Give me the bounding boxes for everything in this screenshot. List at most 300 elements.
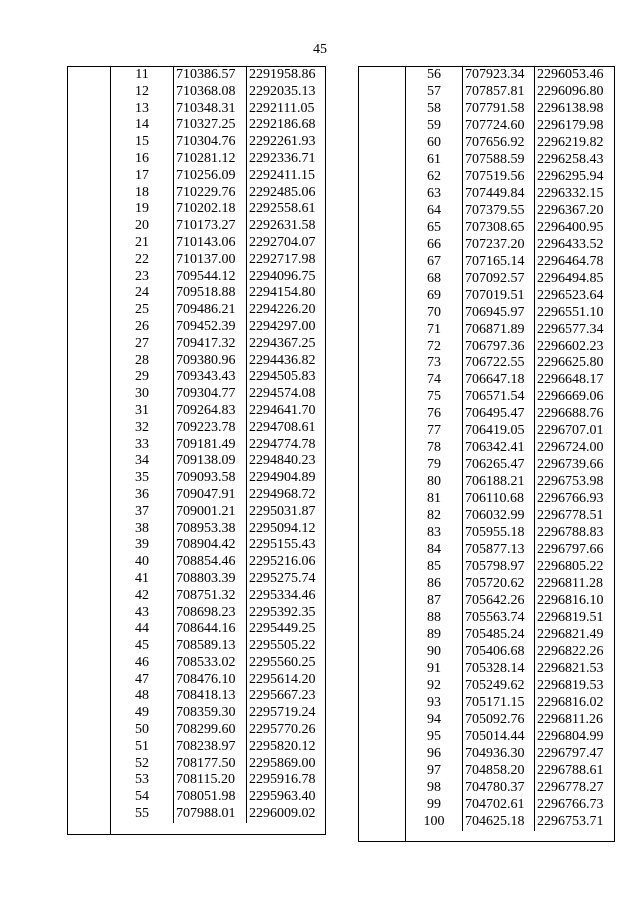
table-row	[406, 644, 614, 661]
x-coordinate-cell: 706871.89	[463, 322, 535, 339]
y-coordinate-cell: 2296494.85	[537, 270, 604, 286]
point-number-cell: 58	[406, 101, 463, 118]
x-coordinate-cell: 710229.76	[174, 185, 247, 202]
table-body	[111, 67, 325, 823]
table-row	[111, 218, 325, 235]
y-coordinate-cell: 2296707.01	[537, 423, 604, 439]
y-coordinate-cell: 2296433.52	[537, 236, 604, 252]
table-row	[111, 756, 325, 773]
point-number-cell: 31	[111, 403, 174, 420]
x-coordinate-cell: 710202.18	[174, 201, 247, 218]
table-row	[111, 134, 325, 151]
y-coordinate-cell: 2296009.02	[249, 806, 316, 822]
x-coordinate-cell: 708299.60	[174, 722, 247, 739]
point-number-cell: 50	[111, 722, 174, 739]
y-coordinate-cell: 2296138.98	[537, 100, 604, 116]
y-coordinate-cell: 2295216.06	[249, 554, 316, 570]
table-row	[111, 185, 325, 202]
point-number-cell: 70	[406, 305, 463, 322]
x-coordinate-cell: 708644.16	[174, 621, 247, 638]
x-coordinate-cell: 709047.91	[174, 487, 247, 504]
y-coordinate-cell: 2295869.00	[249, 755, 316, 771]
y-coordinate-cell: 2296753.98	[537, 474, 604, 490]
table-row	[406, 457, 614, 474]
table-row	[406, 389, 614, 406]
y-coordinate-cell: 2296788.61	[537, 762, 604, 778]
point-number-cell: 13	[111, 101, 174, 118]
table-row	[111, 470, 325, 487]
table-row	[111, 571, 325, 588]
x-coordinate-cell: 708803.39	[174, 571, 247, 588]
point-number-cell: 39	[111, 537, 174, 554]
point-number-cell: 24	[111, 285, 174, 302]
table-row	[111, 269, 325, 286]
y-coordinate-cell: 2296400.95	[537, 219, 604, 235]
table-row	[111, 336, 325, 353]
x-coordinate-cell: 705563.74	[463, 610, 535, 627]
x-coordinate-cell: 704858.20	[463, 763, 535, 780]
x-coordinate-cell: 709518.88	[174, 285, 247, 302]
x-coordinate-cell: 710386.57	[174, 67, 247, 84]
x-coordinate-cell: 708476.10	[174, 672, 247, 689]
point-number-cell: 32	[111, 420, 174, 437]
x-coordinate-cell: 707588.59	[463, 152, 535, 169]
point-number-cell: 94	[406, 712, 463, 729]
x-coordinate-cell: 704780.37	[463, 780, 535, 797]
x-coordinate-cell: 708904.42	[174, 537, 247, 554]
y-coordinate-cell: 2296821.49	[537, 626, 604, 642]
table-row	[406, 118, 614, 135]
table-row	[406, 576, 614, 593]
y-coordinate-cell: 2292035.13	[249, 83, 316, 99]
x-coordinate-cell: 706342.41	[463, 440, 535, 457]
table-row	[406, 355, 614, 372]
y-coordinate-cell: 2295334.46	[249, 587, 316, 603]
point-number-cell: 15	[111, 134, 174, 151]
y-coordinate-cell: 2296811.26	[537, 711, 603, 727]
point-number-cell: 76	[406, 406, 463, 423]
table-row	[406, 339, 614, 356]
point-number-cell: 71	[406, 322, 463, 339]
table-row	[406, 203, 614, 220]
y-coordinate-cell: 2295916.78	[249, 772, 316, 788]
point-number-cell: 29	[111, 369, 174, 386]
x-coordinate-cell: 709001.21	[174, 504, 247, 521]
x-coordinate-cell: 706722.55	[463, 355, 535, 372]
table-row	[111, 789, 325, 806]
y-coordinate-cell: 2295770.26	[249, 722, 316, 738]
table-row	[406, 661, 614, 678]
table-row	[406, 610, 614, 627]
y-coordinate-cell: 2292411.15	[249, 167, 315, 183]
y-coordinate-cell: 2296805.22	[537, 559, 604, 575]
point-number-cell: 11	[111, 67, 174, 84]
coordinate-table-left	[67, 66, 326, 835]
table-row	[111, 605, 325, 622]
point-number-cell: 60	[406, 135, 463, 152]
y-coordinate-cell: 2296788.83	[537, 525, 604, 541]
x-coordinate-cell: 705485.24	[463, 627, 535, 644]
table-row	[406, 593, 614, 610]
y-coordinate-cell: 2296797.47	[537, 745, 604, 761]
point-number-cell: 79	[406, 457, 463, 474]
x-coordinate-cell: 706797.36	[463, 339, 535, 356]
y-coordinate-cell: 2294641.70	[249, 402, 316, 418]
table-row	[111, 504, 325, 521]
point-number-cell: 30	[111, 386, 174, 403]
y-coordinate-cell: 2296258.43	[537, 151, 604, 167]
table-body	[406, 67, 614, 831]
y-coordinate-cell: 2295505.22	[249, 638, 316, 654]
table-row	[406, 372, 614, 389]
y-coordinate-cell: 2296669.06	[537, 389, 604, 405]
point-number-cell: 77	[406, 423, 463, 440]
point-number-cell: 98	[406, 780, 463, 797]
y-coordinate-cell: 2296053.46	[537, 67, 604, 82]
point-number-cell: 25	[111, 302, 174, 319]
table-row	[111, 302, 325, 319]
x-coordinate-cell: 709264.83	[174, 403, 247, 420]
table-row	[406, 814, 614, 831]
point-number-cell: 67	[406, 254, 463, 271]
point-number-cell: 26	[111, 319, 174, 336]
x-coordinate-cell: 707379.55	[463, 203, 535, 220]
point-number-cell: 48	[111, 688, 174, 705]
y-coordinate-cell: 2294096.75	[249, 268, 316, 284]
table-row	[111, 386, 325, 403]
y-coordinate-cell: 2296819.53	[537, 677, 604, 693]
table-row	[406, 474, 614, 491]
blank-column	[359, 67, 406, 841]
point-number-cell: 91	[406, 661, 463, 678]
table-row	[111, 101, 325, 118]
y-coordinate-cell: 2294968.72	[249, 486, 316, 502]
point-number-cell: 33	[111, 437, 174, 454]
y-coordinate-cell: 2296577.34	[537, 321, 604, 337]
x-coordinate-cell: 706647.18	[463, 372, 535, 389]
x-coordinate-cell: 705955.18	[463, 525, 535, 542]
x-coordinate-cell: 709223.78	[174, 420, 247, 437]
table-row	[406, 440, 614, 457]
point-number-cell: 63	[406, 186, 463, 203]
table-row	[111, 235, 325, 252]
y-coordinate-cell: 2292261.93	[249, 134, 316, 150]
x-coordinate-cell: 707308.65	[463, 220, 535, 237]
table-row	[406, 271, 614, 288]
table-row	[406, 406, 614, 423]
table-row	[406, 322, 614, 339]
table-row	[406, 678, 614, 695]
point-number-cell: 14	[111, 117, 174, 134]
table-row	[111, 621, 325, 638]
point-number-cell: 84	[406, 542, 463, 559]
x-coordinate-cell: 710143.06	[174, 235, 247, 252]
x-coordinate-cell: 709304.77	[174, 386, 247, 403]
table-row	[406, 746, 614, 763]
point-number-cell: 59	[406, 118, 463, 135]
table-row	[111, 638, 325, 655]
point-number-cell: 72	[406, 339, 463, 356]
table-row	[406, 169, 614, 186]
x-coordinate-cell: 704625.18	[463, 814, 535, 831]
x-coordinate-cell: 707724.60	[463, 118, 535, 135]
y-coordinate-cell: 2296778.27	[537, 779, 604, 795]
point-number-cell: 52	[111, 756, 174, 773]
point-number-cell: 19	[111, 201, 174, 218]
table-row	[406, 508, 614, 525]
y-coordinate-cell: 2296523.64	[537, 287, 604, 303]
point-number-cell: 47	[111, 672, 174, 689]
table-row	[406, 712, 614, 729]
x-coordinate-cell: 708418.13	[174, 688, 247, 705]
x-coordinate-cell: 706188.21	[463, 474, 535, 491]
table-row	[111, 487, 325, 504]
y-coordinate-cell: 2295392.35	[249, 604, 316, 620]
point-number-cell: 38	[111, 521, 174, 538]
y-coordinate-cell: 2296766.73	[537, 796, 604, 812]
point-number-cell: 34	[111, 453, 174, 470]
y-coordinate-cell: 2296179.98	[537, 117, 604, 133]
point-number-cell: 61	[406, 152, 463, 169]
x-coordinate-cell: 706265.47	[463, 457, 535, 474]
x-coordinate-cell: 704936.30	[463, 746, 535, 763]
point-number-cell: 83	[406, 525, 463, 542]
point-number-cell: 21	[111, 235, 174, 252]
point-number-cell: 92	[406, 678, 463, 695]
point-number-cell: 12	[111, 84, 174, 101]
table-row	[111, 806, 325, 823]
y-coordinate-cell: 2292704.07	[249, 234, 316, 250]
table-row	[406, 84, 614, 101]
coordinate-table-right	[358, 66, 615, 842]
x-coordinate-cell: 710256.09	[174, 168, 247, 185]
point-number-cell: 86	[406, 576, 463, 593]
table-row	[111, 285, 325, 302]
y-coordinate-cell: 2294367.25	[249, 335, 316, 351]
x-coordinate-cell: 710327.25	[174, 117, 247, 134]
y-coordinate-cell: 2292485.06	[249, 184, 316, 200]
point-number-cell: 57	[406, 84, 463, 101]
point-number-cell: 62	[406, 169, 463, 186]
x-coordinate-cell: 708177.50	[174, 756, 247, 773]
point-number-cell: 95	[406, 729, 463, 746]
x-coordinate-cell: 708051.98	[174, 789, 247, 806]
table-row	[111, 655, 325, 672]
point-number-cell: 22	[111, 252, 174, 269]
point-number-cell: 66	[406, 237, 463, 254]
point-number-cell: 90	[406, 644, 463, 661]
table-row	[111, 437, 325, 454]
table-row	[406, 186, 614, 203]
point-number-cell: 28	[111, 353, 174, 370]
y-coordinate-cell: 2296332.15	[537, 185, 604, 201]
point-number-cell: 45	[111, 638, 174, 655]
x-coordinate-cell: 705171.15	[463, 695, 535, 712]
y-coordinate-cell: 2292717.98	[249, 251, 316, 267]
table-row	[111, 537, 325, 554]
table-row	[111, 588, 325, 605]
point-number-cell: 65	[406, 220, 463, 237]
y-coordinate-cell: 2296822.26	[537, 643, 604, 659]
y-coordinate-cell: 2295155.43	[249, 537, 316, 553]
x-coordinate-cell: 708238.97	[174, 739, 247, 756]
y-coordinate-cell: 2295820.12	[249, 738, 316, 754]
x-coordinate-cell: 707857.81	[463, 84, 535, 101]
y-coordinate-cell: 2296367.20	[537, 202, 604, 218]
y-coordinate-cell: 2296625.80	[537, 355, 604, 371]
x-coordinate-cell: 706945.97	[463, 305, 535, 322]
table-row	[111, 201, 325, 218]
y-coordinate-cell: 2295449.25	[249, 621, 316, 637]
point-number-cell: 37	[111, 504, 174, 521]
x-coordinate-cell: 706419.05	[463, 423, 535, 440]
x-coordinate-cell: 708115.20	[174, 772, 247, 789]
y-coordinate-cell: 2294840.23	[249, 453, 316, 469]
table-row	[406, 237, 614, 254]
table-row	[111, 554, 325, 571]
x-coordinate-cell: 710137.00	[174, 252, 247, 269]
point-number-cell: 68	[406, 271, 463, 288]
point-number-cell: 100	[406, 814, 463, 831]
table-row	[406, 152, 614, 169]
table-row	[406, 67, 614, 84]
point-number-cell: 51	[111, 739, 174, 756]
point-number-cell: 27	[111, 336, 174, 353]
point-number-cell: 81	[406, 491, 463, 508]
table-row	[111, 369, 325, 386]
x-coordinate-cell: 709138.09	[174, 453, 247, 470]
table-row	[406, 288, 614, 305]
x-coordinate-cell: 710281.12	[174, 151, 247, 168]
table-row	[406, 542, 614, 559]
table-row	[111, 672, 325, 689]
table-row	[406, 695, 614, 712]
x-coordinate-cell: 708589.13	[174, 638, 247, 655]
point-number-cell: 54	[111, 789, 174, 806]
table-row	[406, 797, 614, 814]
y-coordinate-cell: 2296797.66	[537, 542, 604, 558]
point-number-cell: 41	[111, 571, 174, 588]
y-coordinate-cell: 2292336.71	[249, 150, 316, 166]
y-coordinate-cell: 2296602.23	[537, 338, 604, 354]
y-coordinate-cell: 2295275.74	[249, 570, 316, 586]
x-coordinate-cell: 705249.62	[463, 678, 535, 695]
table-row	[406, 220, 614, 237]
point-number-cell: 87	[406, 593, 463, 610]
table-row	[111, 772, 325, 789]
x-coordinate-cell: 705642.26	[463, 593, 535, 610]
point-number-cell: 99	[406, 797, 463, 814]
y-coordinate-cell: 2291958.86	[249, 67, 316, 82]
point-number-cell: 36	[111, 487, 174, 504]
y-coordinate-cell: 2295614.20	[249, 671, 316, 687]
point-number-cell: 96	[406, 746, 463, 763]
point-number-cell: 88	[406, 610, 463, 627]
y-coordinate-cell: 2296816.10	[537, 593, 604, 609]
y-coordinate-cell: 2296819.51	[537, 610, 604, 625]
y-coordinate-cell: 2296688.76	[537, 406, 604, 422]
y-coordinate-cell: 2294574.08	[249, 386, 316, 402]
x-coordinate-cell: 710348.31	[174, 101, 247, 118]
table-row	[111, 688, 325, 705]
y-coordinate-cell: 2295031.87	[249, 503, 316, 519]
x-coordinate-cell: 705014.44	[463, 729, 535, 746]
table-row	[406, 101, 614, 118]
x-coordinate-cell: 707449.84	[463, 186, 535, 203]
y-coordinate-cell: 2292631.58	[249, 218, 316, 234]
x-coordinate-cell: 707019.51	[463, 288, 535, 305]
y-coordinate-cell: 2296753.71	[537, 813, 604, 829]
point-number-cell: 23	[111, 269, 174, 286]
x-coordinate-cell: 706032.99	[463, 508, 535, 525]
y-coordinate-cell: 2296804.99	[537, 728, 604, 744]
point-number-cell: 55	[111, 806, 174, 823]
point-number-cell: 16	[111, 151, 174, 168]
y-coordinate-cell: 2295560.25	[249, 654, 316, 670]
table-row	[111, 84, 325, 101]
x-coordinate-cell: 707656.92	[463, 135, 535, 152]
table-row	[111, 67, 325, 84]
table-row	[111, 420, 325, 437]
y-coordinate-cell: 2296739.66	[537, 457, 604, 473]
y-coordinate-cell: 2296219.82	[537, 134, 604, 150]
y-coordinate-cell: 2294505.83	[249, 369, 316, 385]
point-number-cell: 82	[406, 508, 463, 525]
y-coordinate-cell: 2295719.24	[249, 705, 316, 721]
y-coordinate-cell: 2296811.28	[537, 576, 603, 592]
y-coordinate-cell: 2294436.82	[249, 352, 316, 368]
x-coordinate-cell: 705328.14	[463, 661, 535, 678]
y-coordinate-cell: 2292558.61	[249, 201, 316, 217]
x-coordinate-cell: 707519.56	[463, 169, 535, 186]
point-number-cell: 75	[406, 389, 463, 406]
x-coordinate-cell: 705092.76	[463, 712, 535, 729]
table-row	[406, 135, 614, 152]
y-coordinate-cell: 2296724.00	[537, 440, 604, 456]
x-coordinate-cell: 704702.61	[463, 797, 535, 814]
table-row	[406, 525, 614, 542]
x-coordinate-cell: 705877.13	[463, 542, 535, 559]
x-coordinate-cell: 709544.12	[174, 269, 247, 286]
point-number-cell: 93	[406, 695, 463, 712]
x-coordinate-cell: 707237.20	[463, 237, 535, 254]
point-number-cell: 17	[111, 168, 174, 185]
x-coordinate-cell: 709486.21	[174, 302, 247, 319]
table-row	[111, 117, 325, 134]
blank-column	[68, 67, 111, 834]
point-number-cell: 73	[406, 355, 463, 372]
point-number-cell: 56	[406, 67, 463, 84]
x-coordinate-cell: 709343.43	[174, 369, 247, 386]
x-coordinate-cell: 709093.58	[174, 470, 247, 487]
y-coordinate-cell: 2294226.20	[249, 302, 316, 318]
x-coordinate-cell: 708698.23	[174, 605, 247, 622]
table-row	[111, 403, 325, 420]
table-row	[406, 491, 614, 508]
point-number-cell: 35	[111, 470, 174, 487]
y-coordinate-cell: 2296096.80	[537, 83, 604, 99]
point-number-cell: 97	[406, 763, 463, 780]
x-coordinate-cell: 710368.08	[174, 84, 247, 101]
y-coordinate-cell: 2295667.23	[249, 688, 316, 704]
y-coordinate-cell: 2294708.61	[249, 419, 316, 435]
x-coordinate-cell: 707791.58	[463, 101, 535, 118]
point-number-cell: 20	[111, 218, 174, 235]
table-row	[406, 627, 614, 644]
table-row	[111, 739, 325, 756]
x-coordinate-cell: 707988.01	[174, 806, 247, 823]
y-coordinate-cell: 2296816.02	[537, 694, 604, 710]
